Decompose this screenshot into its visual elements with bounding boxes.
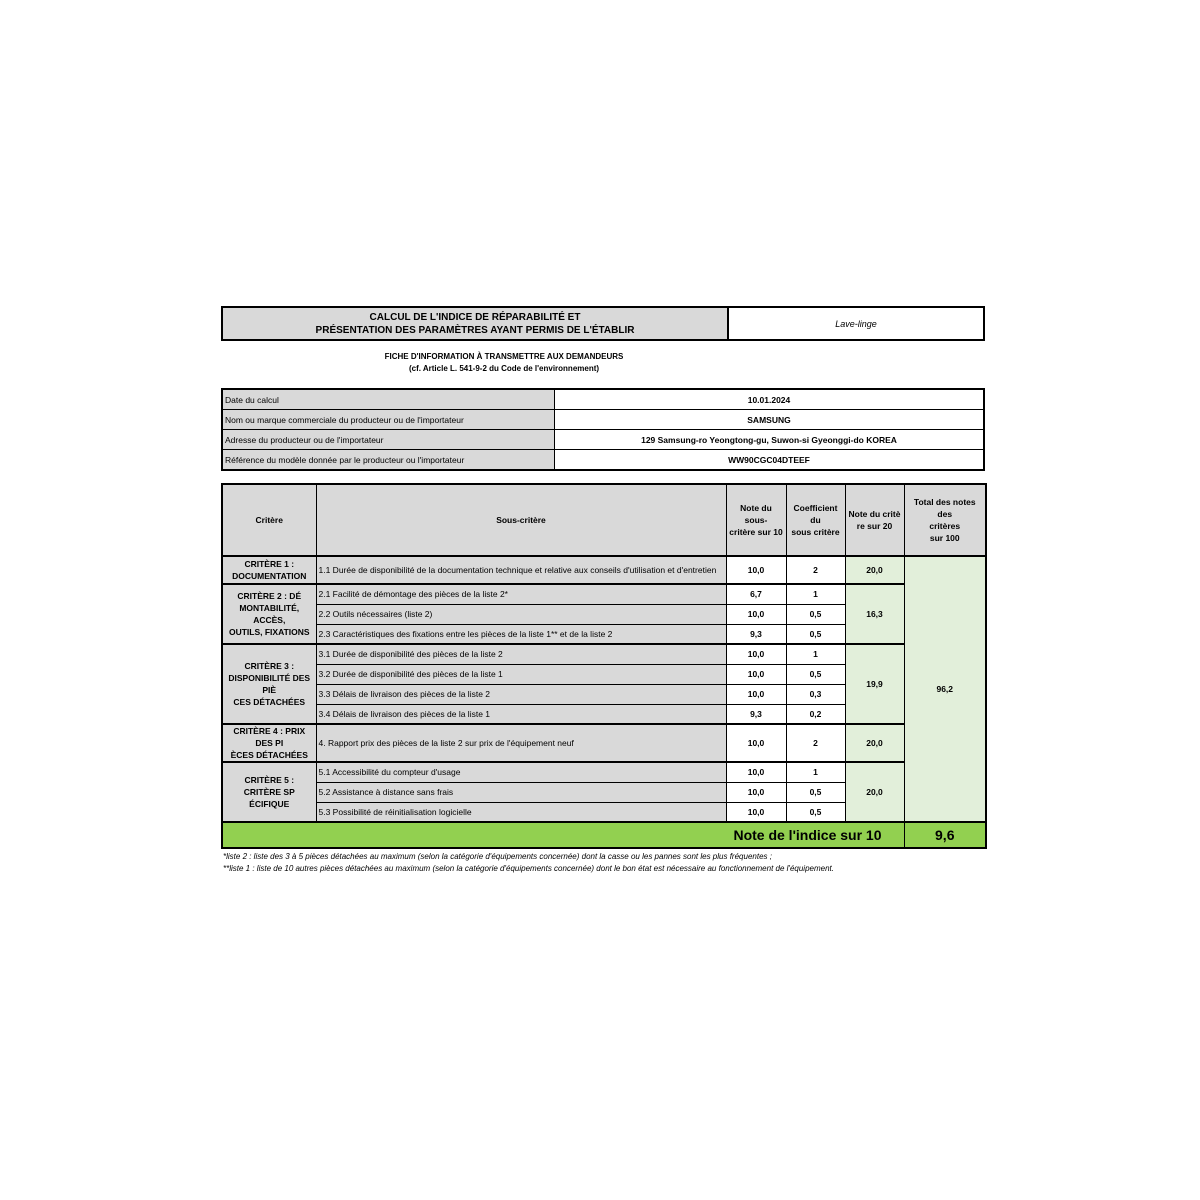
header-line: critère sur 10: [729, 527, 783, 537]
sub-criterion-coef: 0,5: [786, 604, 845, 624]
info-row-address: [222, 430, 984, 450]
info-value: WW90CGC04DTEEF: [555, 450, 985, 471]
sub-criterion-note: 10,0: [726, 644, 786, 664]
info-row-model: [222, 450, 984, 471]
title-line-1: CALCUL DE L'INDICE DE RÉPARABILITÉ ET: [369, 311, 581, 323]
sub-criterion-note: 10,0: [726, 802, 786, 822]
sub-criterion-coef: 1: [786, 584, 845, 604]
final-score-value: 9,6: [904, 822, 986, 848]
criterion-5-score: 20,0: [845, 762, 904, 822]
info-label: Adresse du producteur ou de l'importateur: [222, 430, 555, 450]
sub-criterion-label: 5.3 Possibilité de réinitialisation logicielle: [316, 802, 726, 822]
header-line: critères: [929, 521, 961, 531]
sub-criterion-label: 5.1 Accessibilité du compteur d'usage: [316, 762, 726, 782]
table-header-row: [222, 484, 986, 556]
sub-criterion-label: 3.2 Durée de disponibilité des pièces de la liste 1: [316, 664, 726, 684]
criterion-5-name: [222, 762, 316, 822]
info-value: 10.01.2024: [555, 389, 985, 410]
sub-criterion-label: 4. Rapport prix des pièces de la liste 2 sur prix de l'équipement neuf: [316, 724, 726, 762]
title-line-2: PRÉSENTATION DES PARAMÈTRES AYANT PERMIS DE L'ÉTABLIR: [315, 324, 635, 336]
info-value: SAMSUNG: [555, 410, 985, 430]
criterion-line: CRITÈRE 2 : DÉ: [237, 591, 302, 601]
footnote-liste-2: *liste 2 : liste des 3 à 5 pièces détachées au maximum (selon la catégorie d'équipements concernée) dont la casse ou les pannes sont les plus fréquentes ;: [223, 852, 772, 861]
col-header-critere: Critère: [222, 484, 316, 556]
criterion-4-score: 20,0: [845, 724, 904, 762]
fiche-line-1: FICHE D'INFORMATION À TRANSMETTRE AUX DEMANDEURS: [384, 352, 624, 361]
sub-criterion-label: 2.2 Outils nécessaires (liste 2): [316, 604, 726, 624]
sub-criterion-note: 10,0: [726, 724, 786, 762]
criterion-line: DOCUMENTATION: [232, 571, 307, 581]
info-row-brand: [222, 410, 984, 430]
sub-criterion-coef: 0,5: [786, 782, 845, 802]
sub-criterion-coef: 2: [786, 556, 845, 584]
criterion-line: CES DÉTACHÉES: [233, 697, 306, 707]
info-label: Référence du modèle donnée par le producteur ou l'importateur: [222, 450, 555, 471]
col-header-total: [904, 484, 986, 556]
sub-criterion-coef: 2: [786, 724, 845, 762]
criterion-line: DISPONIBILITÉ DES PIÈ: [228, 673, 311, 695]
sub-criterion-label: 3.1 Durée de disponibilité des pièces de la liste 2: [316, 644, 726, 664]
sub-criterion-note: 9,3: [726, 704, 786, 724]
sub-criterion-coef: 0,2: [786, 704, 845, 724]
final-score-row: [222, 822, 986, 848]
sub-criterion-coef: 0,5: [786, 624, 845, 644]
criterion-4-name: [222, 724, 316, 762]
sub-criterion-label: 3.4 Délais de livraison des pièces de la liste 1: [316, 704, 726, 724]
header-line: sous critère: [791, 527, 840, 537]
header-line: sur 100: [929, 533, 960, 543]
criterion-2-name: [222, 584, 316, 644]
final-score-label: Note de l'indice sur 10: [222, 822, 904, 848]
sub-criterion-note: 9,3: [726, 624, 786, 644]
header-table: [221, 306, 985, 341]
sub-criterion-note: 6,7: [726, 584, 786, 604]
header-line: Note du sous-: [740, 503, 772, 525]
sub-criterion-coef: 0,3: [786, 684, 845, 704]
criterion-line: ÈCES DÉTACHÉES: [230, 750, 308, 760]
info-label: Date du calcul: [222, 389, 555, 410]
criterion-line: MONTABILITÉ, ACCÈS,: [239, 603, 300, 625]
sub-criterion-coef: 1: [786, 762, 845, 782]
table-row: [222, 644, 986, 664]
sub-criterion-label: 3.3 Délais de livraison des pièces de la liste 2: [316, 684, 726, 704]
sub-criterion-coef: 0,5: [786, 802, 845, 822]
info-table: [221, 388, 985, 471]
table-row: [222, 556, 986, 584]
criterion-line: OUTILS, FIXATIONS: [228, 627, 310, 637]
table-row: [222, 762, 986, 782]
sub-criterion-coef: 0,5: [786, 664, 845, 684]
col-header-note-sous-critere: [726, 484, 786, 556]
criterion-1-name: [222, 556, 316, 584]
header-line: Note du critè: [848, 509, 901, 519]
document-title: [222, 307, 728, 340]
criterion-line: CRITÈRE 5 : CRITÈRE SP: [243, 775, 295, 797]
sub-criterion-note: 10,0: [726, 684, 786, 704]
col-header-sous-critere: Sous-critère: [316, 484, 726, 556]
sub-criterion-label: 2.3 Caractéristiques des fixations entre les pièces de la liste 1** et de la liste 2: [316, 624, 726, 644]
criterion-2-score: 16,3: [845, 584, 904, 644]
sub-criterion-label: 2.1 Facilité de démontage des pièces de la liste 2*: [316, 584, 726, 604]
fiche-line-2: (cf. Article L. 541-9-2 du Code de l'environnement): [408, 364, 600, 373]
total-score: 96,2: [904, 556, 986, 822]
criterion-line: CRITÈRE 3 :: [244, 661, 295, 671]
sub-criterion-label: 5.2 Assistance à distance sans frais: [316, 782, 726, 802]
header-line: Total des notes des: [913, 497, 976, 519]
header-line: Coefficient du: [793, 503, 838, 525]
sub-criterion-note: 10,0: [726, 782, 786, 802]
table-row: [222, 584, 986, 604]
col-header-note-critere: [845, 484, 904, 556]
criterion-1-score: 20,0: [845, 556, 904, 584]
footnote-liste-1: **liste 1 : liste de 10 autres pièces détachées au maximum (selon la catégorie d'équipements concernée) dont le bon état est nécessaire au fonctionnement de l'équipement.: [223, 864, 834, 873]
criterion-line: CRITÈRE 4 : PRIX DES PI: [233, 726, 306, 748]
sub-criterion-note: 10,0: [726, 762, 786, 782]
header-line: re sur 20: [856, 521, 893, 531]
criterion-line: CRITÈRE 1 :: [244, 559, 295, 569]
info-value: 129 Samsung-ro Yeongtong-gu, Suwon-si Gyeonggi-do KOREA: [555, 430, 985, 450]
sub-criterion-coef: 1: [786, 644, 845, 664]
info-row-date: [222, 389, 984, 410]
criterion-3-name: [222, 644, 316, 724]
info-label: Nom ou marque commerciale du producteur ou de l'importateur: [222, 410, 555, 430]
sub-criterion-label: 1.1 Durée de disponibilité de la documentation technique et relative aux conseils d'utilisation et d'entretien: [316, 556, 726, 584]
sub-criterion-note: 10,0: [726, 604, 786, 624]
sub-criterion-note: 10,0: [726, 664, 786, 684]
criteria-table: [221, 483, 987, 849]
criterion-3-score: 19,9: [845, 644, 904, 724]
col-header-coefficient: [786, 484, 845, 556]
sub-criterion-note: 10,0: [726, 556, 786, 584]
product-category: Lave-linge: [728, 307, 984, 340]
table-row: [222, 724, 986, 762]
criterion-line: ÉCIFIQUE: [249, 799, 290, 809]
